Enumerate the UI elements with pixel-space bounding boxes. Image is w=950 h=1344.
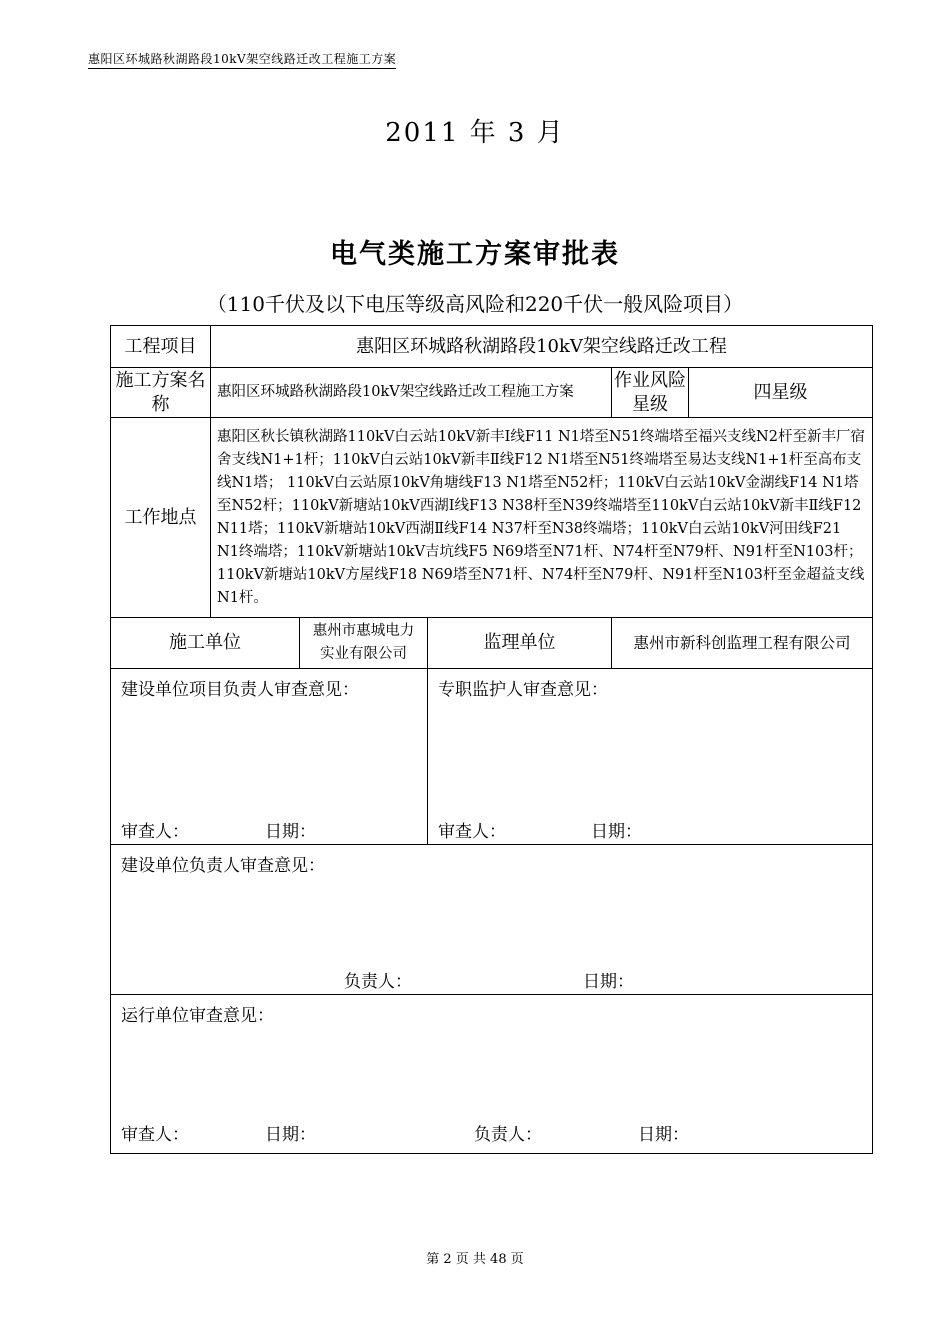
responsible-label: 负责人： xyxy=(474,1125,542,1145)
opinion-title: 运行单位审查意见： xyxy=(121,1006,274,1026)
responsible-label: 负责人： xyxy=(344,972,412,992)
form-title: 电气类施工方案审批表 xyxy=(330,239,620,270)
reviewer-label: 审查人： xyxy=(121,822,189,842)
opinion-title: 建设单位项目负责人审查意见： xyxy=(121,680,359,700)
location-label: 工作地点 xyxy=(111,418,211,618)
location-value: 惠阳区秋长镇秋湖路110kV白云站10kV新丰Ⅰ线F11 N1塔至N51终端塔至福兴支线N2杆至新丰厂宿舍支线N1+1杆；110kV白云站10kV新丰Ⅱ线F12 N1塔至N51终端塔至易达支线N1+1杆至高布支线N1塔； 110kV白云站原10kV角塘线F13 N1塔至N52杆；110kV白云站10kV金湖线F14 N1塔至N52杆；110kV新塘站10kV西湖Ⅰ线F13 N38杆至N39终端塔至110kV白云站10kV新丰Ⅱ线F12 N11塔；110kV新塘站10kV西湖Ⅱ线F14 N37杆至N38终端塔；110kV白云站10kV河田线F21 N1终端塔；110kV新塘站10kV吉坑线F5 N69塔至N71杆、N74杆至N79杆、N91杆至N103杆；110kV新塘站10kV方屋线F18 N69塔至N71杆、N74杆至N79杆、N91杆至N103杆至金超益支线N1杆。 xyxy=(211,418,873,618)
constructor-label: 施工单位 xyxy=(111,618,300,669)
form-subtitle: （110千伏及以下电压等级高风险和220千伏一般风险项目） xyxy=(206,292,744,316)
approval-table xyxy=(110,325,873,1154)
plan-value: 惠阳区环城路秋湖路段10kV架空线路迁改工程施工方案 xyxy=(211,368,612,418)
date-label: 日期： xyxy=(591,822,642,842)
date-label: 日期： xyxy=(265,822,316,842)
constructor-value: 惠州市惠城电力实业有限公司 xyxy=(300,618,428,669)
opinion-title: 专职监护人审查意见： xyxy=(438,680,608,700)
risk-label: 作业风险星级 xyxy=(612,368,689,418)
supervisor-label: 监理单位 xyxy=(428,618,612,669)
document-date: 2011 年 3 月 xyxy=(385,118,565,148)
supervisor-opinion xyxy=(428,669,873,845)
operation-unit-opinion xyxy=(111,995,873,1154)
reviewer-label: 审查人： xyxy=(438,822,506,842)
date-label: 日期： xyxy=(583,972,634,992)
opinion-title: 建设单位负责人审查意见： xyxy=(121,856,325,876)
supervisor-value: 惠州市新科创监理工程有限公司 xyxy=(612,618,873,669)
construction-leader-opinion xyxy=(111,845,873,995)
reviewer-label: 审查人： xyxy=(121,1125,189,1145)
date-label: 日期： xyxy=(638,1125,689,1145)
page-header: 惠阳区环城路秋湖路段10kV架空线路迁改工程施工方案 xyxy=(88,50,396,69)
project-leader-opinion xyxy=(111,669,428,845)
risk-value: 四星级 xyxy=(689,368,873,418)
project-value: 惠阳区环城路秋湖路段10kV架空线路迁改工程 xyxy=(211,326,873,368)
date-label: 日期： xyxy=(265,1125,316,1145)
page-footer: 第 2 页 共 48 页 xyxy=(426,1252,524,1267)
project-label: 工程项目 xyxy=(111,326,211,368)
plan-label: 施工方案名称 xyxy=(111,368,211,418)
